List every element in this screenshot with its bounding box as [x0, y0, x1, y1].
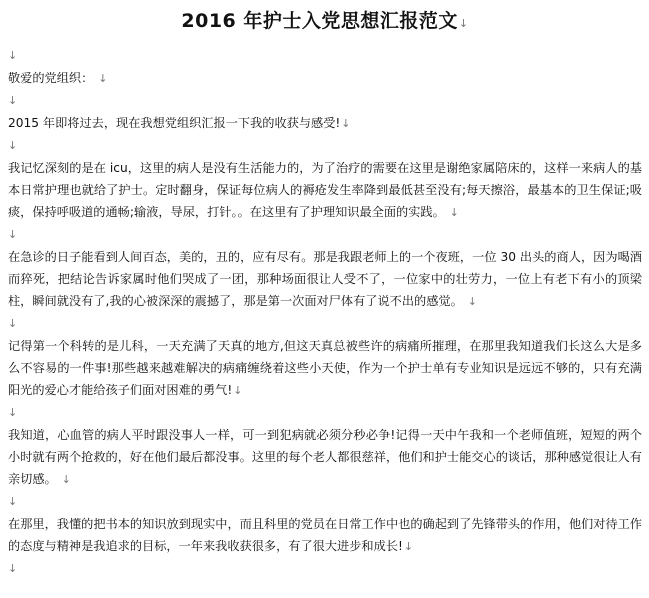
paragraph-mark-icon: ↓ [403, 540, 414, 553]
greeting-text: 敬爱的党组织： [8, 71, 94, 85]
paragraph-mark-icon: ↓ [467, 295, 477, 308]
paragraph-text: 在急诊的日子能看到人间百态，美的，丑的，应有尽有。那是我跟老师上的一个夜班，一位 30 出头的商人，因为喝酒而猝死，把结论告诉家属时他们哭成了一团，那种场面很让人受不了，一位家中的壮劳力，一位上有老下有小的顶梁柱，瞬间就没有了,我的心被深深的震撼了，那是第一次面对尸体有了说不出的感觉。 [8, 250, 642, 308]
paragraph-6 [8, 513, 642, 558]
empty-line: ↓ [8, 495, 18, 508]
paragraph-mark-icon: ↓ [233, 384, 243, 397]
paragraph-text: 我知道，心血管的病人平时跟没事人一样，可一到犯病就必须分秒必争!记得一天中午我和一个老师值班，短短的两个小时就有两个抢救的，好在他们最后都没事。这里的每个老人都很慈祥，他们和护士能交心的谈话，那种感觉很让人有亲切感。 [8, 428, 642, 486]
document [8, 8, 642, 580]
paragraph-mark-icon: ↓ [61, 473, 71, 486]
empty-line: ↓ [8, 317, 18, 330]
paragraph-text: 记得第一个科转的是儿科，一天充满了天真的地方,但这天真总被些许的病痛所摧理，在那里我知道我们长这么大是多么不容易的一件事!那些越来越难解决的病痛缠绕着这些小天使，作为一个护士单有专业知识是远远不够的，只有充满阳光的爱心才能给孩子们面对困难的勇气! [8, 339, 642, 397]
empty-line: ↓ [8, 139, 18, 152]
empty-line: ↓ [8, 94, 18, 107]
paragraph-mark-icon: ↓ [458, 17, 469, 30]
paragraph-2 [8, 157, 642, 224]
paragraph-mark-icon: ↓ [98, 72, 108, 85]
paragraph-5 [8, 424, 642, 491]
title-text: 2016 年护士入党思想汇报范文 [181, 10, 458, 32]
paragraph-1 [8, 112, 642, 135]
empty-line: ↓ [8, 562, 18, 575]
empty-line: ↓ [8, 49, 18, 62]
paragraph-text: 我记忆深刻的是在 icu，这里的病人是没有生活能力的，为了治疗的需要在这里是谢绝家属陪床的，这样一来病人的基本日常护理也就给了护士。定时翻身，保证每位病人的褥疮发生率降到最低甚至没有;每天擦浴，最基本的卫生保证;吸痰，保持呼吸道的通畅;输液，导尿，打针。。在这里有了护理知识最全面的实践。 [8, 161, 642, 219]
paragraph-3 [8, 246, 642, 313]
empty-line: ↓ [8, 228, 18, 241]
paragraph-text: 2015 年即将过去，现在我想党组织汇报一下我的收获与感受! [8, 116, 341, 130]
empty-line: ↓ [8, 406, 18, 419]
document-title [8, 8, 642, 34]
paragraph-mark-icon: ↓ [449, 206, 459, 219]
paragraph-text: 在那里，我懂的把书本的知识放到现实中，而且科里的党员在日常工作中也的确起到了先锋带头的作用，他们对待工作的态度与精神是我追求的目标，一年来我收获很多，有了很大进步和成长! [8, 517, 642, 553]
greeting [8, 67, 642, 90]
paragraph-mark-icon: ↓ [341, 117, 351, 130]
paragraph-4 [8, 335, 642, 402]
